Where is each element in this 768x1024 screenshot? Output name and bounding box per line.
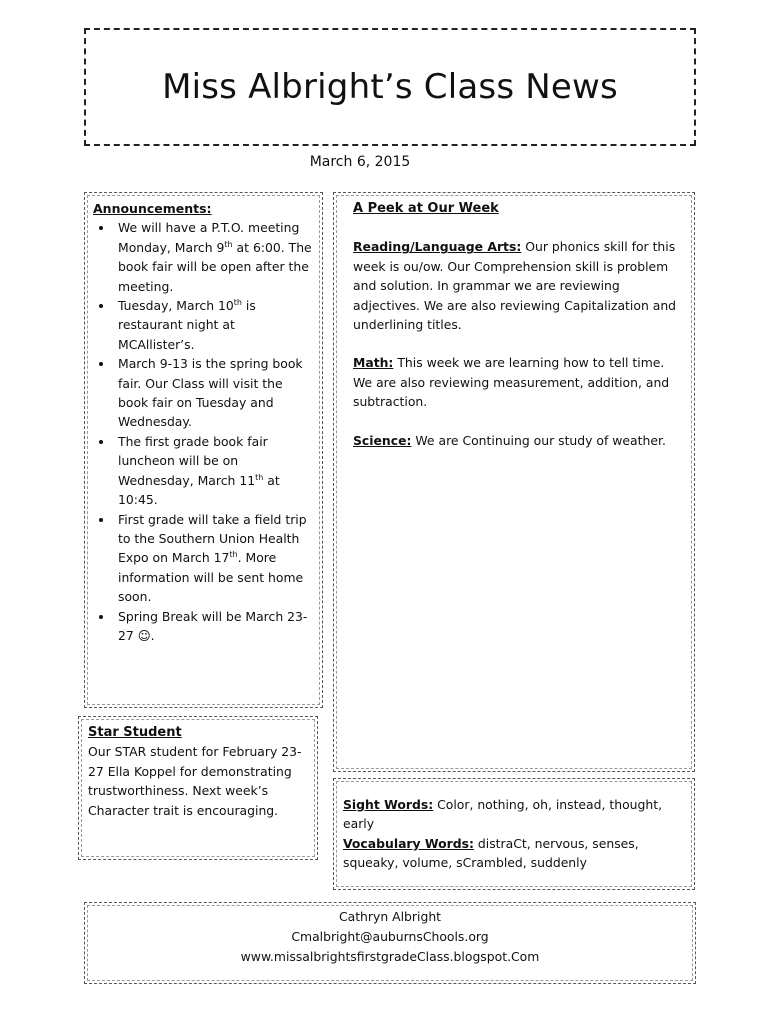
star-text: Our STAR student for February 23-27 Ella Koppel for demonstrating trustworthiness. Next week’s Character trait is encouraging. [88,744,302,818]
contact-box [84,902,696,984]
science-paragraph [353,431,682,450]
vocab-text: distraCt, nervous, senses, squeaky, volume, sCrambled, suddenly [343,835,639,871]
star-heading: Star Student [88,725,182,740]
newsletter-title: Miss Albright’s Class News [162,67,618,107]
reading-paragraph [353,237,682,334]
sight-words [343,795,684,834]
list-item: • First grade will take a field trip to the Southern Union Health Expo on March 17th. More information will be sent home soon. [114,510,312,607]
teacher-name: Cathryn Albright [338,909,442,924]
announcements-list [93,218,312,645]
sight-text: Color, nothing, oh, instead, thought, early [343,797,663,832]
teacher-email[interactable]: Cmalbright@auburnsChools.org [291,928,489,944]
reading-text: Our phonics skill for this week is ou/ow. Our Comprehension skill is problem and solution. In grammar we are reviewing adjectives. We are also reviewing Capitalization and underlining titles. [353,239,677,333]
week-box [333,192,695,772]
announcements-box [84,192,323,708]
list-item: • Spring Break will be March 23-27 ☺. [114,607,312,646]
newsletter-date: March 6, 2015 [309,154,411,170]
star-student-box [78,716,318,860]
science-text: We are Continuing our study of weather. [411,432,666,448]
announcements-heading: Announcements: [93,201,212,216]
reading-label: Reading/Language Arts: [353,239,522,255]
vocab-label: Vocabulary Words: [343,835,474,851]
list-item: • The first grade book fair luncheon will be on Wednesday, March 11th at 10:45. [114,432,312,510]
list-item: • March 9-13 is the spring book fair. Our Class will visit the book fair on Tuesday and Wednesday. [114,354,312,432]
vocab-words [343,834,684,873]
week-heading: A Peek at Our Week [353,201,499,216]
math-text: This week we are learning how to tell time. We are also reviewing measurement, addition, and subtraction. [353,355,670,410]
science-label: Science: [353,432,412,448]
math-paragraph [353,353,682,411]
class-website[interactable]: www.missalbrightsfirstgradeClass.blogspot.Com [240,948,540,964]
list-item: • Tuesday, March 10th is restaurant night at MCAllister’s. [114,296,312,354]
title-box [84,28,696,146]
list-item: • We will have a P.T.O. meeting Monday, March 9th at 6:00. The book fair will be open after the meeting. [114,218,312,296]
math-label: Math: [353,355,394,371]
sight-label: Sight Words: [343,797,434,812]
words-box [333,778,695,890]
